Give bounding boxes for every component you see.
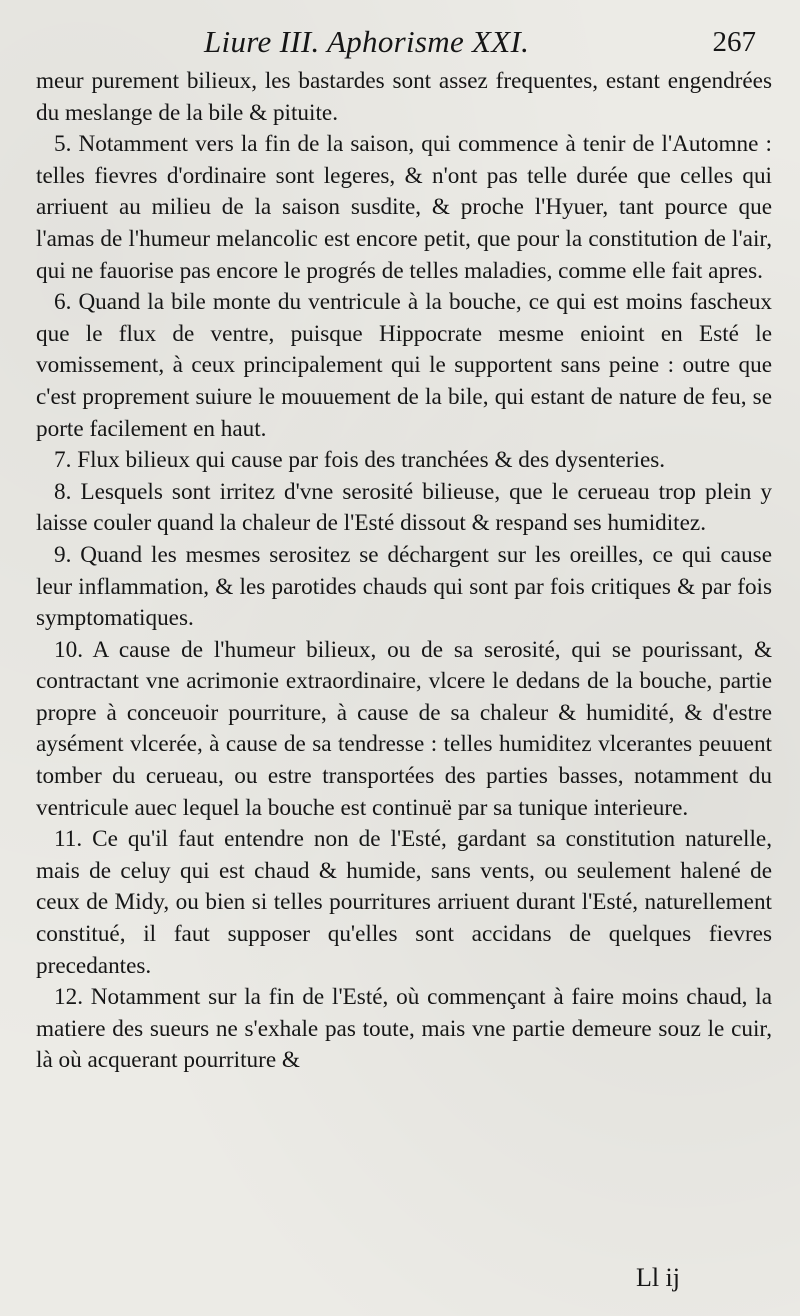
- paragraph-number: 12.: [54, 984, 83, 1011]
- paragraph-continuation: [36, 66, 772, 129]
- paragraph-9: [36, 540, 772, 635]
- paragraph-number: 11.: [54, 826, 83, 853]
- paragraph-text: Lesquels sont irritez d'vne serosité bilieuse, que le cerueau trop plein y laisse couler quand la chaleur de l'Esté dissout & respand ses humiditez.: [36, 478, 773, 537]
- paragraph-7: [36, 445, 772, 477]
- paragraph-text: A cause de l'humeur bilieux, ou de sa serosité, qui se pourissant, & contractant vne acrimonie extraordinaire, vlcere le dedans de la bouche, partie propre à conceuoir pourriture, à cause de sa chaleur & humidité, & d'estre aysément vlcerée, à cause de sa tendresse : telles humiditez vlcerantes peuuent tomber du cerueau, ou estre transportées des parties basses, notamment du ventricule auec lequel la bouche est continuë par sa tunique interieure.: [36, 636, 772, 821]
- body-text: [36, 66, 772, 1077]
- paragraph-text: Quand la bile monte du ventricule à la bouche, ce qui est moins fascheux que le flux de ventre, puisque Hippocrate mesme enioint en Esté le vomissement, à ceux principalement qui le supportent sans peine : outre que c'est proprement suiure le mouuement de la bile, qui estant de nature de feu, se porte facilement en haut.: [36, 289, 773, 442]
- running-head: Liure III. Aphorisme XXI.: [204, 24, 530, 59]
- paragraph-text: Quand les mesmes serositez se déchargent sur les oreilles, ce qui cause leur inflammation, & les parotides chauds qui sont par fois critiques & par fois symptomatiques.: [36, 541, 773, 632]
- paragraph-number: 10.: [54, 636, 83, 663]
- paragraph-8: [36, 477, 772, 540]
- paragraph-text: Flux bilieux qui cause par fois des tranchées & des dysenteries.: [77, 447, 666, 474]
- signature-mark: Ll ij: [635, 1263, 680, 1292]
- paragraph-number: 8.: [54, 478, 72, 505]
- paragraph-number: 5.: [54, 131, 72, 158]
- paragraph-text: Notamment sur la fin de l'Esté, où commençant à faire moins chaud, la matiere des sueurs ne s'exhale pas toute, mais vne partie demeure souz le cuir, là où acquerant pourriture &: [36, 984, 772, 1074]
- paragraph-5: [36, 129, 772, 287]
- paragraph-number: 9.: [54, 541, 72, 568]
- paragraph-text: meur purement bilieux, les bastardes sont assez frequentes, estant engendrées du meslange de la bile & pituite.: [36, 68, 772, 126]
- paragraph-text: Notamment vers la fin de la saison, qui commence à tenir de l'Automne : telles fievres d'ordinaire sont legeres, & n'ont pas telle durée que celles qui arriuent au milieu de la saison susdite, & proche l'Hyuer, tant pource que l'amas de l'humeur melancolic est encore petit, que pour la constitution de l'air, qui ne fauorise pas encore le progrés de telles maladies, comme elle fait apres.: [36, 131, 772, 284]
- paragraph-10: [36, 635, 772, 825]
- paragraph-text: Ce qu'il faut entendre non de l'Esté, gardant sa constitution naturelle, mais de celuy qui est chaud & humide, sans vents, ou seulement halené de ceux de Midy, ou bien si telles pourritures arriuent durant l'Esté, naturellement constitué, il faut supposer qu'elles sont accidans de quelques fievres precedantes.: [36, 826, 772, 979]
- paragraph-number: 6.: [54, 289, 72, 316]
- page-number: 267: [712, 26, 756, 58]
- paragraph-12: [36, 982, 772, 1077]
- paragraph-number: 7.: [54, 447, 72, 474]
- page-header: [36, 22, 772, 66]
- paragraph-11: [36, 824, 772, 982]
- paragraph-6: [36, 287, 772, 445]
